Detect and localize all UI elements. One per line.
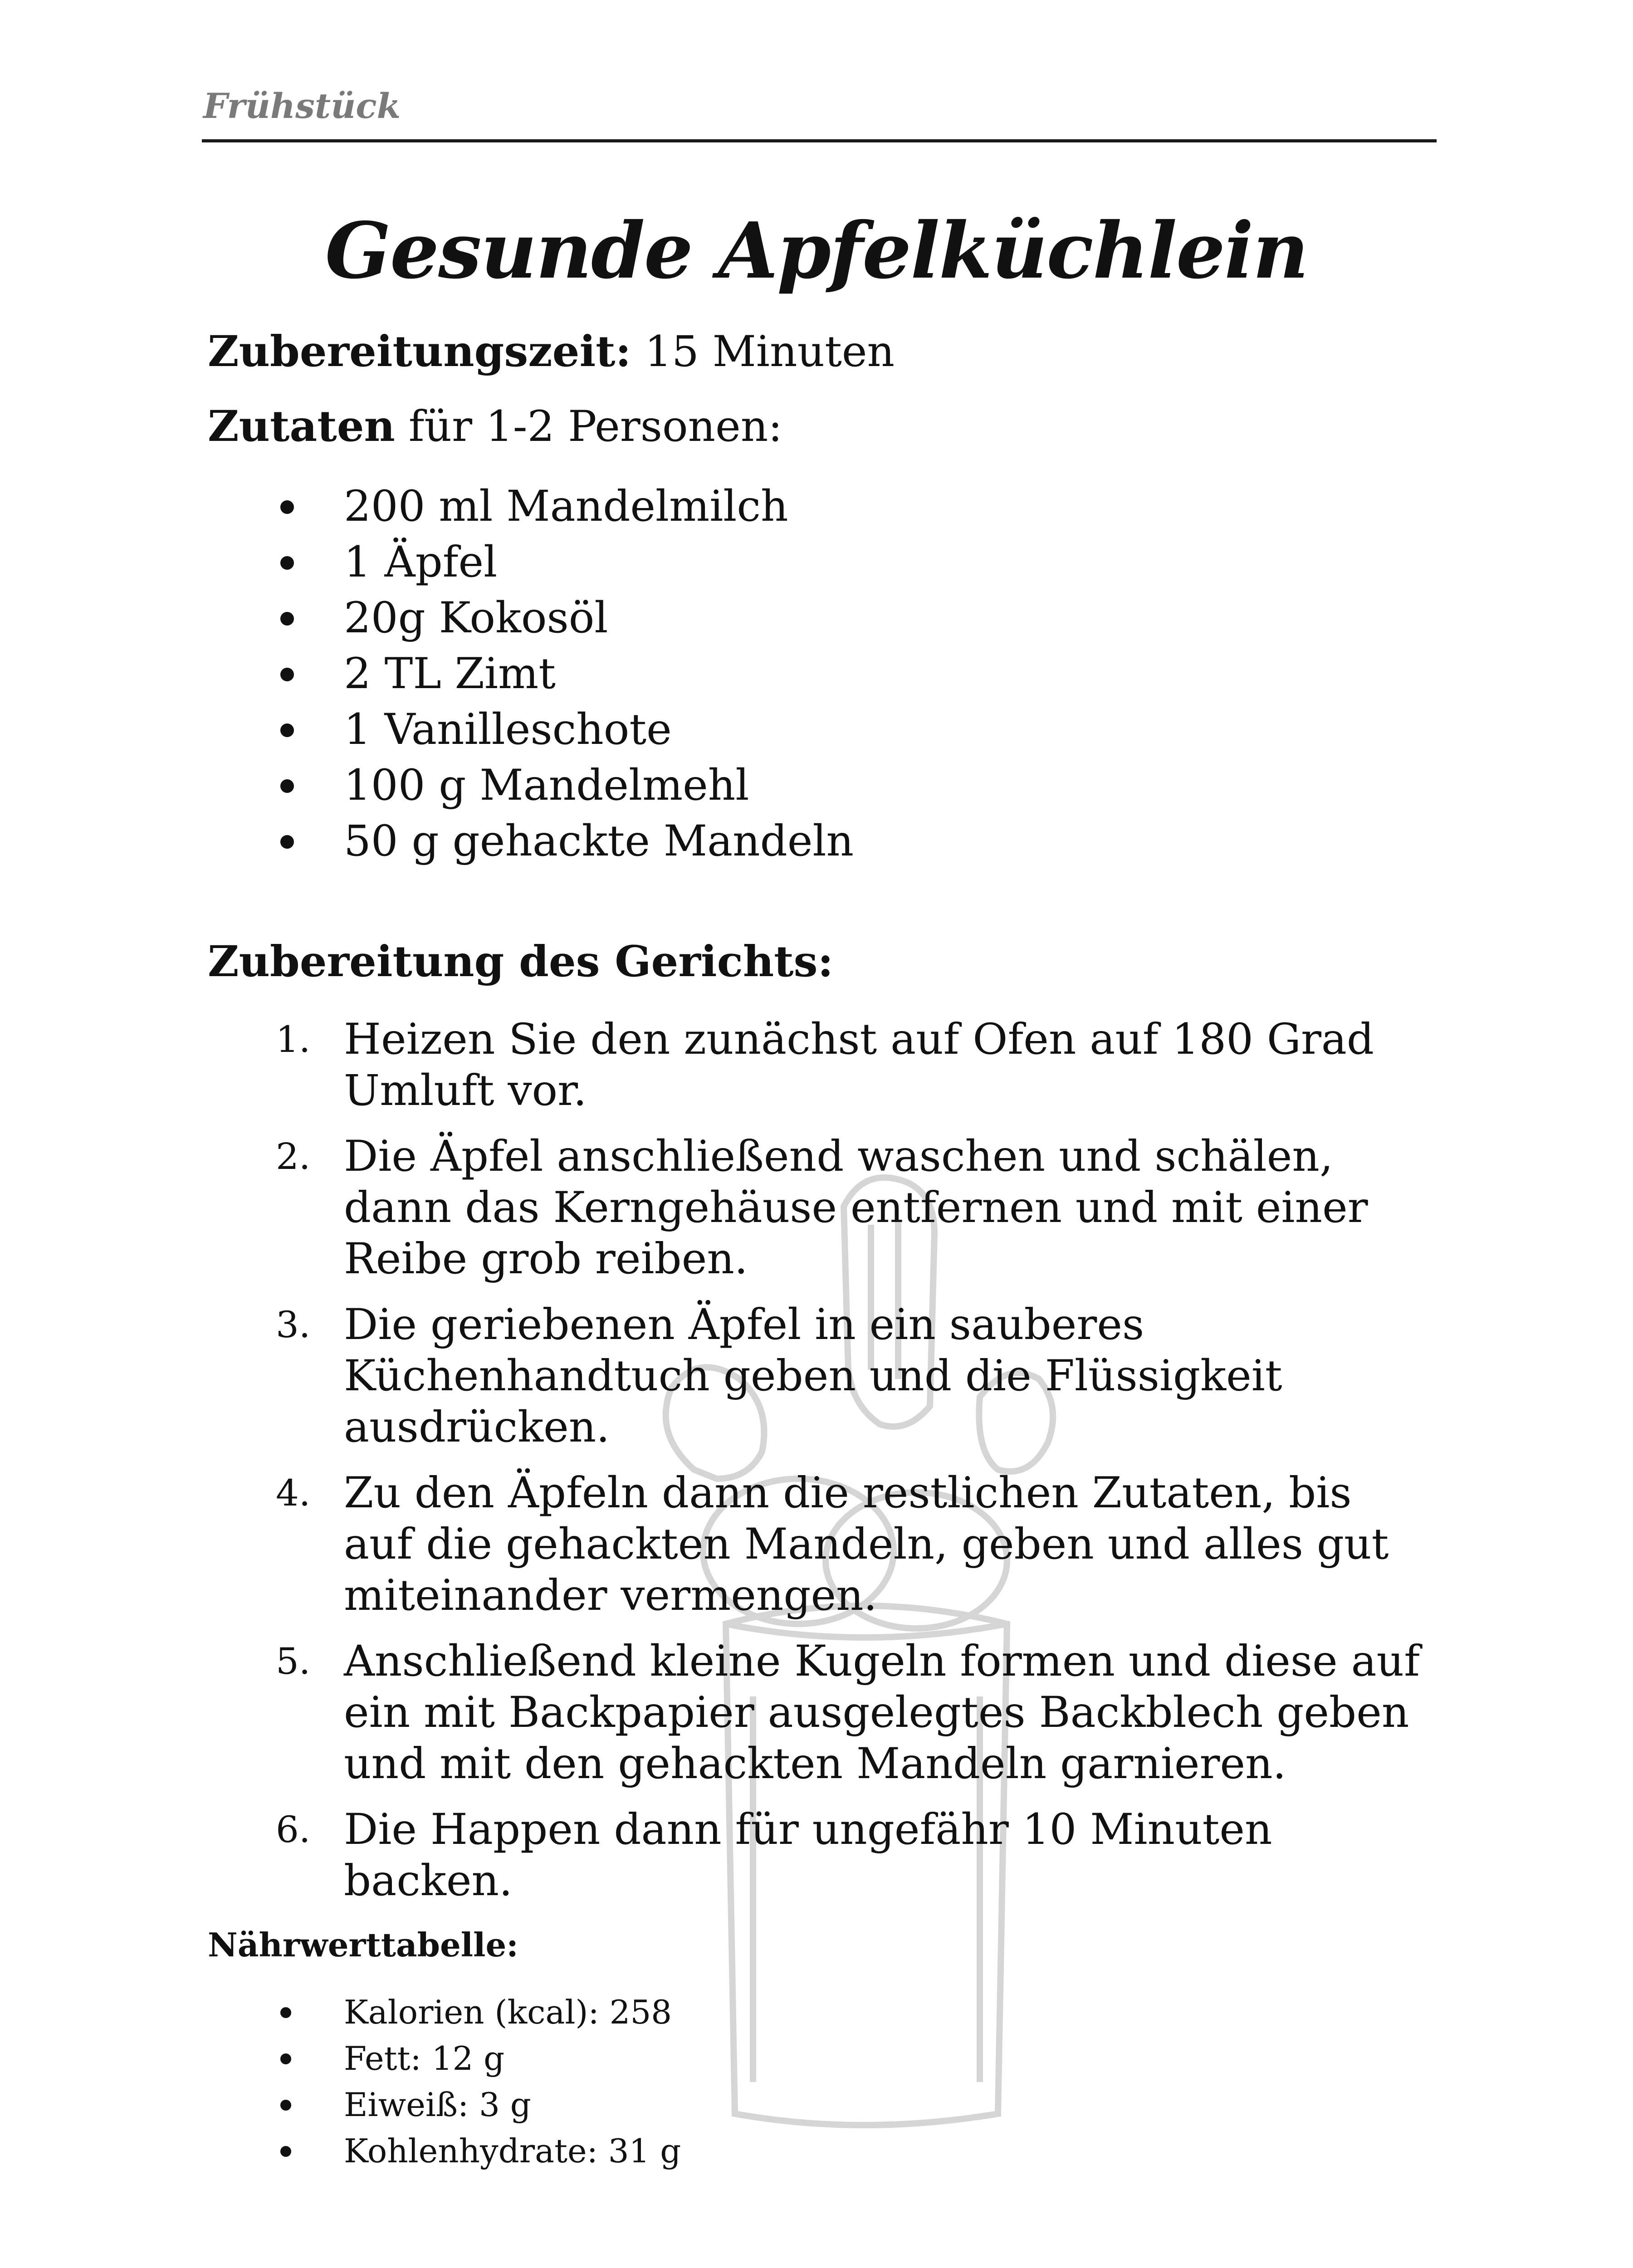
step-number: 4. bbox=[276, 1472, 311, 1514]
nutrition-item: Eiweiß: 3 g bbox=[208, 2082, 681, 2128]
recipe-title: Gesunde Apfelküchlein bbox=[325, 205, 1308, 296]
step-text: Die geriebenen Äpfel in ein sauberes Küchenhandtuch geben und die Flüssigkeit ausdrücken. bbox=[344, 1300, 1282, 1452]
ingredient-item: 200 ml Mandelmilch bbox=[208, 479, 854, 534]
header-rule bbox=[202, 139, 1437, 142]
ingredient-list bbox=[208, 479, 854, 869]
prep-time-value: 15 Minuten bbox=[631, 327, 895, 376]
step-number: 3. bbox=[276, 1304, 311, 1346]
step-text: Anschließend kleine Kugeln formen und diese auf ein mit Backpapier ausgelegtes Backblech geben und mit den gehackten Mandeln garnieren. bbox=[344, 1637, 1420, 1789]
step-number: 2. bbox=[276, 1135, 311, 1178]
nutrition-item: Kalorien (kcal): 258 bbox=[208, 1989, 681, 2035]
step-item bbox=[208, 1467, 1433, 1621]
running-header: Frühstück bbox=[203, 86, 401, 126]
ingredient-item: 2 TL Zimt bbox=[208, 646, 854, 702]
ingredient-item: 20g Kokosöl bbox=[208, 590, 854, 646]
step-number: 1. bbox=[276, 1018, 311, 1061]
step-number: 5. bbox=[276, 1640, 311, 1682]
step-item bbox=[208, 1131, 1433, 1285]
step-item bbox=[208, 1014, 1433, 1116]
step-text: Die Happen dann für ungefähr 10 Minuten backen. bbox=[344, 1805, 1272, 1906]
step-item bbox=[208, 1299, 1433, 1453]
ingredients-intro bbox=[208, 401, 782, 451]
nutrition-heading: Nährwerttabelle: bbox=[208, 1926, 518, 1964]
nutrition-item: Kohlenhydrate: 31 g bbox=[208, 2128, 681, 2174]
step-text: Zu den Äpfeln dann die restlichen Zutaten, bis auf die gehackten Mandeln, geben und alles gut miteinander vermengen. bbox=[344, 1468, 1389, 1620]
step-item bbox=[208, 1636, 1433, 1789]
step-item bbox=[208, 1804, 1433, 1906]
prep-time bbox=[208, 327, 895, 376]
prep-time-label: Zubereitungszeit: bbox=[208, 327, 631, 376]
ingredient-item: 50 g gehackte Mandeln bbox=[208, 813, 854, 869]
ingredient-item: 1 Vanilleschote bbox=[208, 702, 854, 758]
ingredient-item: 1 Äpfel bbox=[208, 534, 854, 590]
ingredients-servings: für 1-2 Personen: bbox=[395, 402, 782, 451]
step-number: 6. bbox=[276, 1809, 311, 1851]
nutrition-item: Fett: 12 g bbox=[208, 2035, 681, 2082]
ingredient-item: 100 g Mandelmehl bbox=[208, 758, 854, 813]
method-steps bbox=[208, 1014, 1433, 1921]
method-heading: Zubereitung des Gerichts: bbox=[208, 937, 834, 987]
step-text: Die Äpfel anschließend waschen und schälen, dann das Kerngehäuse entfernen und mit einer Reibe grob reiben. bbox=[344, 1132, 1368, 1284]
ingredients-label: Zutaten bbox=[208, 401, 395, 451]
nutrition-list bbox=[208, 1989, 681, 2174]
step-text: Heizen Sie den zunächst auf Ofen auf 180 Grad Umluft vor. bbox=[344, 1015, 1374, 1115]
